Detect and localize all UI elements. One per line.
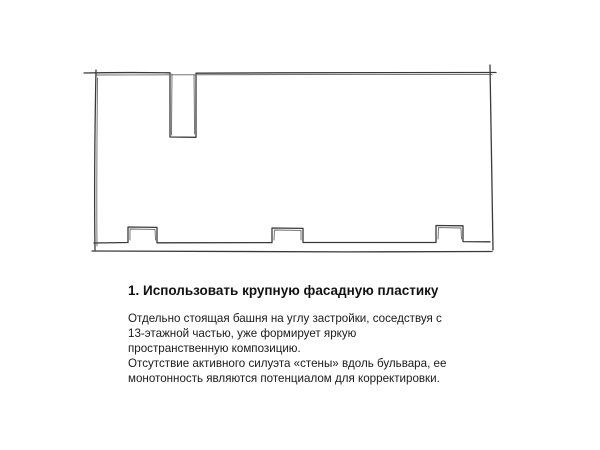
sketch-left-edge-stroke-2 [97, 78, 98, 246]
sketch-bottom-edge [94, 226, 490, 244]
paragraph-line: 13-этажной частью, уже формирует яркую [128, 327, 357, 340]
sketch-baseline [92, 251, 492, 252]
description-paragraph [128, 311, 488, 386]
sketch-top-edge [84, 72, 496, 137]
sketch-tower-notch-stroke-2 [172, 74, 195, 135]
caption-block [128, 282, 488, 386]
paragraph-line: Отсутствие активного силуэта «стены» вдоль бульвара, ее [128, 357, 447, 370]
paragraph-line: пространственную композицию. [128, 342, 301, 355]
sketch-bottom-edge-stroke-2 [130, 228, 462, 240]
sketch-left-edge [95, 70, 96, 250]
section-heading: 1. Использовать крупную фасадную пластику [128, 283, 439, 298]
paragraph-line: монотонность являются потенциалом для корректировки. [128, 372, 440, 385]
paragraph-line: Отдельно стоящая башня на углу застройки, соседствуя с [128, 312, 442, 325]
sketch-top-edge-stroke-2 [96, 74, 492, 75]
sketch-right-edge [490, 65, 493, 250]
